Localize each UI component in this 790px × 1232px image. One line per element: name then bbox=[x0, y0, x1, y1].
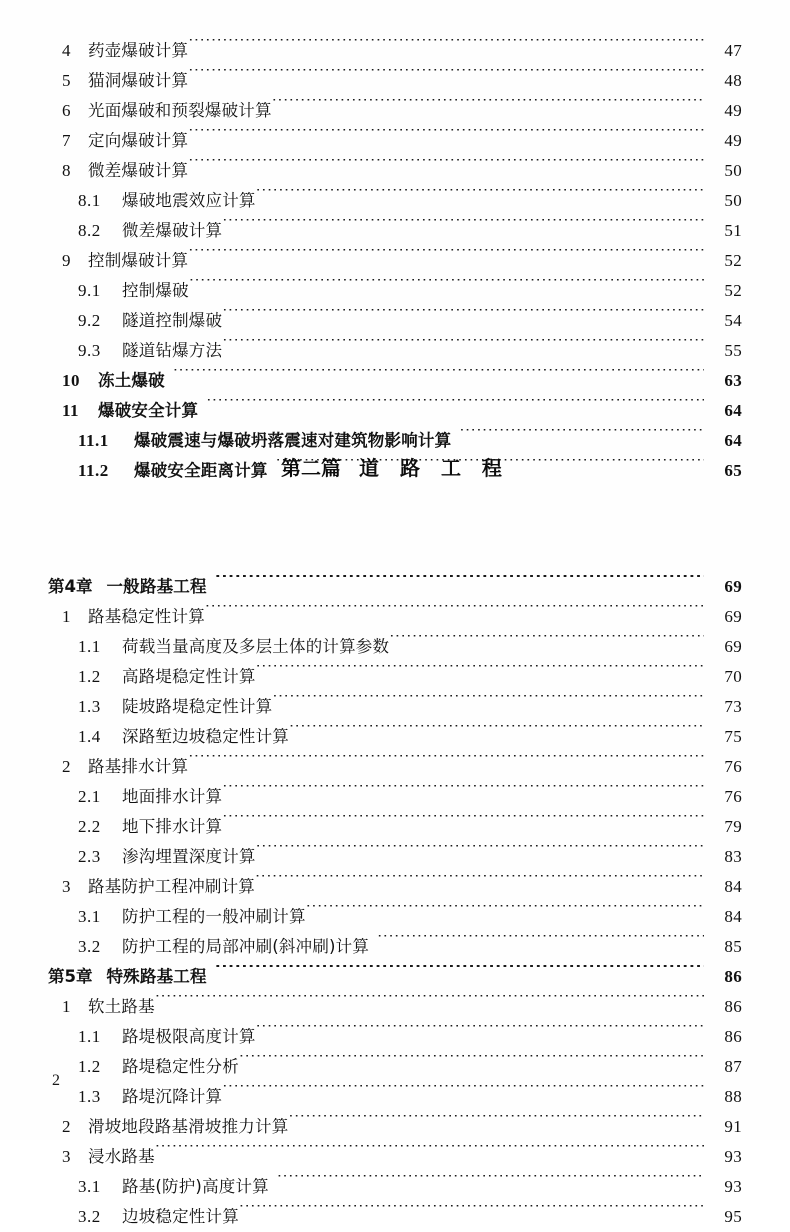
toc-leader-dots bbox=[459, 429, 704, 446]
toc-leader-dots bbox=[173, 369, 704, 386]
toc-entry[interactable] bbox=[48, 992, 742, 1022]
toc-entry-title: 一般路基工程 bbox=[106, 577, 207, 596]
toc-entry-number: 3 bbox=[62, 1147, 71, 1166]
toc-entry[interactable] bbox=[48, 126, 742, 156]
toc-entry-title: 药壶爆破计算 bbox=[88, 41, 189, 60]
toc-leader-dots bbox=[272, 695, 704, 712]
toc-entry-title: 猫洞爆破计算 bbox=[88, 71, 189, 90]
toc-leader-dots bbox=[188, 159, 704, 176]
toc-leader-dots bbox=[155, 1145, 704, 1162]
toc-entry-title: 路基防护工程冲刷计算 bbox=[88, 877, 255, 896]
toc-leader-dots bbox=[206, 399, 704, 416]
page-folio: 2 bbox=[52, 1072, 60, 1089]
toc-leader-dots bbox=[205, 605, 704, 622]
toc-entry-title: 边坡稳定性计算 bbox=[122, 1207, 239, 1226]
toc-entry-page-number: 76 bbox=[724, 787, 742, 806]
toc-entry-page-number: 47 bbox=[724, 41, 742, 60]
toc-entry-page-number: 79 bbox=[724, 817, 742, 836]
toc-entry[interactable] bbox=[48, 1052, 742, 1082]
toc-leader-dots bbox=[215, 965, 704, 982]
toc-entry[interactable] bbox=[48, 336, 742, 366]
toc-entry-number: 1.3 bbox=[78, 1087, 101, 1106]
toc-entry-number: 1.3 bbox=[78, 697, 101, 716]
toc-leader-dots bbox=[222, 785, 704, 802]
toc-leader-dots bbox=[272, 99, 704, 116]
toc-leader-dots bbox=[222, 219, 704, 236]
toc-entry[interactable] bbox=[48, 96, 742, 126]
toc-leader-dots bbox=[288, 1115, 704, 1132]
toc-entry-page-number: 88 bbox=[724, 1087, 742, 1106]
toc-leader-dots bbox=[256, 189, 704, 206]
toc-entry[interactable] bbox=[48, 572, 742, 602]
toc-leader-dots bbox=[255, 875, 704, 892]
toc-leader-dots bbox=[377, 935, 704, 952]
toc-entry-title: 滑坡地段路基滑坡推力计算 bbox=[88, 1117, 289, 1136]
toc-entry-title: 路堤极限高度计算 bbox=[122, 1027, 256, 1046]
toc-entry-page-number: 83 bbox=[724, 847, 742, 866]
toc-section-before-part bbox=[48, 36, 742, 486]
toc-entry-title: 冻土爆破 bbox=[98, 371, 165, 390]
toc-entry-title: 软土路基 bbox=[88, 997, 155, 1016]
toc-entry-number: 8 bbox=[62, 161, 71, 180]
toc-entry-title: 特殊路基工程 bbox=[106, 967, 207, 986]
toc-entry-number: 9.2 bbox=[78, 311, 101, 330]
toc-leader-dots bbox=[188, 69, 704, 86]
toc-entry-title: 防护工程的一般冲刷计算 bbox=[122, 907, 306, 926]
toc-leader-dots bbox=[188, 39, 704, 56]
toc-entry-number: 10 bbox=[62, 371, 80, 390]
toc-entry-number: 1.1 bbox=[78, 1027, 101, 1046]
toc-entry[interactable] bbox=[48, 216, 742, 246]
toc-entry-title: 高路堤稳定性计算 bbox=[122, 667, 256, 686]
toc-entry-page-number: 64 bbox=[724, 401, 742, 420]
toc-entry[interactable] bbox=[48, 246, 742, 276]
toc-entry-title: 深路堑边坡稳定性计算 bbox=[122, 727, 289, 746]
toc-entry[interactable] bbox=[48, 276, 742, 306]
toc-entry-title: 爆破安全距离计算 bbox=[134, 461, 268, 480]
toc-entry-number: 1.2 bbox=[78, 1057, 101, 1076]
toc-leader-dots bbox=[222, 815, 704, 832]
toc-entry-title: 路基排水计算 bbox=[88, 757, 189, 776]
toc-entry-page-number: 86 bbox=[724, 997, 742, 1016]
toc-entry-title: 隧道控制爆破 bbox=[122, 311, 223, 330]
toc-entry[interactable] bbox=[48, 306, 742, 336]
toc-entry[interactable] bbox=[48, 902, 742, 932]
toc-entry-page-number: 52 bbox=[724, 251, 742, 270]
toc-entry-page-number: 69 bbox=[724, 607, 742, 626]
toc-entry-page-number: 50 bbox=[724, 161, 742, 180]
toc-entry-title: 路堤稳定性分析 bbox=[122, 1057, 239, 1076]
toc-entry[interactable] bbox=[48, 1202, 742, 1232]
toc-entry[interactable] bbox=[48, 1022, 742, 1052]
toc-entry-title: 微差爆破计算 bbox=[88, 161, 189, 180]
toc-entry-number: 9.3 bbox=[78, 341, 101, 360]
toc-leader-dots bbox=[222, 1085, 704, 1102]
toc-leader-dots bbox=[277, 1175, 704, 1192]
toc-entry-number: 11.1 bbox=[78, 431, 109, 450]
toc-entry-page-number: 73 bbox=[724, 697, 742, 716]
toc-entry[interactable] bbox=[48, 812, 742, 842]
toc-entry-title: 路堤沉降计算 bbox=[122, 1087, 223, 1106]
part-name: 道 路 工 程 bbox=[359, 456, 509, 480]
toc-section-after-part bbox=[48, 572, 742, 1232]
toc-entry-title: 陡坡路堤稳定性计算 bbox=[122, 697, 273, 716]
toc-entry-page-number: 85 bbox=[724, 937, 742, 956]
toc-leader-dots bbox=[188, 755, 704, 772]
toc-entry-page-number: 70 bbox=[724, 667, 742, 686]
toc-entry-number: 1 bbox=[62, 997, 71, 1016]
toc-entry[interactable] bbox=[48, 1142, 742, 1172]
toc-entry[interactable] bbox=[48, 36, 742, 66]
toc-entry-title: 爆破震速与爆破坍落震速对建筑物影响计算 bbox=[134, 431, 452, 450]
toc-entry-number: 7 bbox=[62, 131, 71, 150]
toc-entry-number: 2.3 bbox=[78, 847, 101, 866]
toc-entry-title: 地下排水计算 bbox=[122, 817, 223, 836]
toc-entry[interactable] bbox=[48, 366, 742, 396]
toc-entry[interactable] bbox=[48, 1082, 742, 1112]
toc-entry-title: 地面排水计算 bbox=[122, 787, 223, 806]
toc-entry-number: 8.1 bbox=[78, 191, 101, 210]
toc-leader-dots bbox=[222, 309, 704, 326]
toc-entry-number: 2 bbox=[62, 1117, 71, 1136]
toc-entry-number: 8.2 bbox=[78, 221, 101, 240]
toc-entry-number: 2.1 bbox=[78, 787, 101, 806]
toc-entry[interactable] bbox=[48, 396, 742, 426]
toc-entry-title: 控制爆破 bbox=[122, 281, 189, 300]
toc-entry[interactable] bbox=[48, 662, 742, 692]
toc-entry[interactable] bbox=[48, 872, 742, 902]
toc-entry[interactable] bbox=[48, 1172, 742, 1202]
toc-entry-title: 控制爆破计算 bbox=[88, 251, 189, 270]
toc-entry-number: 3.2 bbox=[78, 1207, 101, 1226]
toc-leader-dots bbox=[256, 665, 704, 682]
toc-entry-number: 9.1 bbox=[78, 281, 101, 300]
toc-leader-dots bbox=[306, 905, 704, 922]
toc-entry[interactable] bbox=[48, 932, 742, 962]
toc-entry[interactable] bbox=[48, 156, 742, 186]
toc-entry-number: 6 bbox=[62, 101, 71, 120]
toc-leader-dots bbox=[239, 1205, 704, 1222]
toc-entry-page-number: 86 bbox=[724, 967, 742, 986]
toc-entry[interactable] bbox=[48, 66, 742, 96]
toc-leader-dots bbox=[188, 249, 704, 266]
toc-entry-page-number: 86 bbox=[724, 1027, 742, 1046]
toc-entry-number: 9 bbox=[62, 251, 71, 270]
toc-entry-number: 2 bbox=[62, 757, 71, 776]
toc-leader-dots bbox=[256, 845, 704, 862]
toc-entry-number: 11.2 bbox=[78, 461, 109, 480]
toc-leader-dots bbox=[155, 995, 704, 1012]
toc-entry-page-number: 49 bbox=[724, 131, 742, 150]
toc-leader-dots bbox=[222, 339, 704, 356]
toc-entry-title: 隧道钻爆方法 bbox=[122, 341, 223, 360]
toc-entry-number: 1.2 bbox=[78, 667, 101, 686]
toc-entry-page-number: 76 bbox=[724, 757, 742, 776]
toc-entry-title: 浸水路基 bbox=[88, 1147, 155, 1166]
toc-entry-title: 爆破安全计算 bbox=[98, 401, 199, 420]
part-heading-spacer bbox=[48, 486, 742, 572]
toc-entry[interactable] bbox=[48, 1112, 742, 1142]
toc-entry-page-number: 93 bbox=[724, 1147, 742, 1166]
toc-entry-number: 3.2 bbox=[78, 937, 101, 956]
toc-entry-page-number: 69 bbox=[724, 577, 742, 596]
toc-entry-page-number: 87 bbox=[724, 1057, 742, 1076]
toc-leader-dots bbox=[188, 129, 704, 146]
toc-leader-dots bbox=[189, 279, 704, 296]
toc-entry-number: 1.4 bbox=[78, 727, 101, 746]
toc-entry-title: 光面爆破和预裂爆破计算 bbox=[88, 101, 272, 120]
toc-entry-page-number: 51 bbox=[724, 221, 742, 240]
toc-entry-page-number: 84 bbox=[724, 907, 742, 926]
toc-entry-page-number: 52 bbox=[724, 281, 742, 300]
toc-entry[interactable] bbox=[48, 602, 742, 632]
toc-entry[interactable] bbox=[48, 632, 742, 662]
toc-entry[interactable] bbox=[48, 752, 742, 782]
toc-entry-number: 1 bbox=[62, 607, 71, 626]
toc-leader-dots bbox=[239, 1055, 704, 1072]
toc-entry-title: 渗沟埋置深度计算 bbox=[122, 847, 256, 866]
toc-entry-title: 路基(防护)高度计算 bbox=[122, 1177, 269, 1196]
toc-entry-title: 防护工程的局部冲刷(斜冲刷)计算 bbox=[122, 937, 370, 956]
toc-leader-dots bbox=[289, 725, 704, 742]
toc-entry-page-number: 63 bbox=[724, 371, 742, 390]
part-label: 第二篇 bbox=[281, 456, 342, 480]
toc-entry-number: 5 bbox=[62, 71, 71, 90]
toc-list bbox=[48, 36, 742, 1232]
toc-entry-page-number: 84 bbox=[724, 877, 742, 896]
toc-entry-number: 11 bbox=[62, 401, 80, 420]
toc-entry-title: 定向爆破计算 bbox=[88, 131, 189, 150]
toc-entry-page-number: 65 bbox=[724, 461, 742, 480]
toc-entry-page-number: 48 bbox=[724, 71, 742, 90]
toc-entry-page-number: 93 bbox=[724, 1177, 742, 1196]
toc-entry-title: 爆破地震效应计算 bbox=[122, 191, 256, 210]
toc-entry-page-number: 69 bbox=[724, 637, 742, 656]
toc-entry-number: 3 bbox=[62, 877, 71, 896]
toc-entry-title: 路基稳定性计算 bbox=[88, 607, 205, 626]
toc-entry[interactable] bbox=[48, 692, 742, 722]
toc-entry-page-number: 55 bbox=[724, 341, 742, 360]
toc-leader-dots bbox=[256, 1025, 704, 1042]
toc-entry-page-number: 49 bbox=[724, 101, 742, 120]
toc-entry-page-number: 54 bbox=[724, 311, 742, 330]
toc-entry-chapter-label: 第4章 bbox=[48, 577, 93, 596]
toc-entry-number: 2.2 bbox=[78, 817, 101, 836]
toc-entry[interactable] bbox=[48, 186, 742, 216]
toc-entry-number: 4 bbox=[62, 41, 71, 60]
toc-entry[interactable] bbox=[48, 722, 742, 752]
toc-leader-dots bbox=[215, 575, 704, 592]
toc-entry-title: 微差爆破计算 bbox=[122, 221, 223, 240]
toc-entry[interactable] bbox=[48, 782, 742, 812]
toc-entry-page-number: 75 bbox=[724, 727, 742, 746]
toc-entry-number: 3.1 bbox=[78, 907, 101, 926]
toc-entry-page-number: 64 bbox=[724, 431, 742, 450]
toc-leader-dots bbox=[389, 635, 704, 652]
toc-entry-page-number: 91 bbox=[724, 1117, 742, 1136]
toc-entry[interactable] bbox=[48, 962, 742, 992]
toc-entry-page-number: 95 bbox=[724, 1207, 742, 1226]
toc-entry-number: 3.1 bbox=[78, 1177, 101, 1196]
toc-entry[interactable] bbox=[48, 842, 742, 872]
part-heading bbox=[0, 452, 790, 481]
toc-entry-number: 1.1 bbox=[78, 637, 101, 656]
toc-entry-page-number: 50 bbox=[724, 191, 742, 210]
toc-entry-title: 荷载当量高度及多层土体的计算参数 bbox=[122, 637, 390, 656]
toc-entry-chapter-label: 第5章 bbox=[48, 967, 93, 986]
